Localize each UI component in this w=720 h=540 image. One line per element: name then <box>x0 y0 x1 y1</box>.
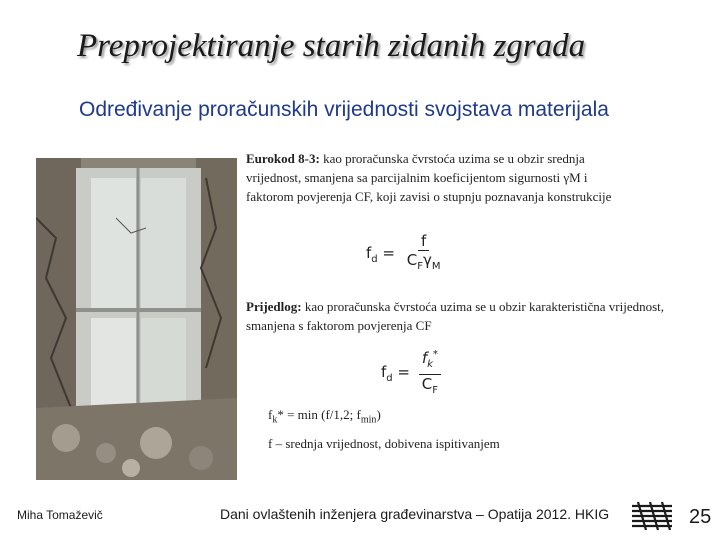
eurokod-label: Eurokod 8-3: <box>246 151 320 166</box>
prijedlog-paragraph <box>246 297 696 335</box>
formula-notes <box>268 403 500 455</box>
formula1-denominator <box>404 251 444 276</box>
formula2-fraction <box>419 346 441 400</box>
formula2-lhs: f <box>381 362 387 381</box>
damaged-wall-image <box>36 158 237 480</box>
formula2-denominator <box>419 375 441 400</box>
formula1-numerator: f <box>418 232 429 251</box>
prijedlog-label: Prijedlog: <box>246 299 302 314</box>
formula2-numerator <box>419 346 441 375</box>
eurokod-paragraph <box>246 149 626 206</box>
formula1-den-sub2: M <box>431 261 441 272</box>
slide-title: Preprojektiranje starih zidanih zgrada <box>77 28 586 64</box>
formula1-lhs: f <box>366 243 372 262</box>
footer-author: Miha Tomaževič <box>17 508 103 522</box>
note-line-1 <box>268 403 500 432</box>
formula-prijedlog <box>381 346 441 400</box>
note1-b: * = min (f/1,2; f <box>277 407 361 422</box>
formula2-eq: = <box>392 362 415 381</box>
section-heading: Određivanje proračunskih vrijednosti svojstava materijala <box>79 98 609 121</box>
formula1-eq: = <box>377 243 400 262</box>
eurokod-text: kao proračunska čvrstoća uzima se u obzir srednja vrijednost, smanjena sa parcijalnim koeficijentom sigurnosti γM i faktorom povjerenja CF, koji zavisi o stupnju poznavanja konstrukcije <box>246 151 612 204</box>
damaged-wall-photo <box>36 158 237 480</box>
formula2-num-sup: * <box>432 349 438 360</box>
formula1-den-gamma: γ <box>423 251 432 269</box>
hkig-logo-icon <box>628 498 676 534</box>
formula1-fraction <box>404 232 444 276</box>
note1-a: f <box>268 407 273 422</box>
formula2-num-sub: k <box>427 359 433 370</box>
prijedlog-text: kao proračunska čvrstoća uzima se u obzir karakteristična vrijednost, smanjena s faktorom povjerenja CF <box>246 299 665 333</box>
formula2-den-sub: F <box>432 385 438 396</box>
note-line-2: f – srednja vrijednost, dobivena ispitivanjem <box>268 435 500 451</box>
formula-eurokod <box>366 232 444 276</box>
formula1-den-sub1: F <box>417 261 423 272</box>
note1-c: ) <box>376 407 381 422</box>
page-number: 25 <box>689 506 712 528</box>
formula2-num-f: f <box>421 349 428 367</box>
note1-sub2: min <box>360 414 377 426</box>
formula1-lhs-sub: d <box>371 253 378 265</box>
formula2-den-c: C <box>421 375 433 393</box>
formula2-lhs-sub: d <box>386 372 393 384</box>
formula1-den-c: C <box>406 251 418 269</box>
footer-event: Dani ovlaštenih inženjera građevinarstva – Opatija 2012. HKIG <box>220 506 610 522</box>
note1-sub: k <box>272 414 278 426</box>
